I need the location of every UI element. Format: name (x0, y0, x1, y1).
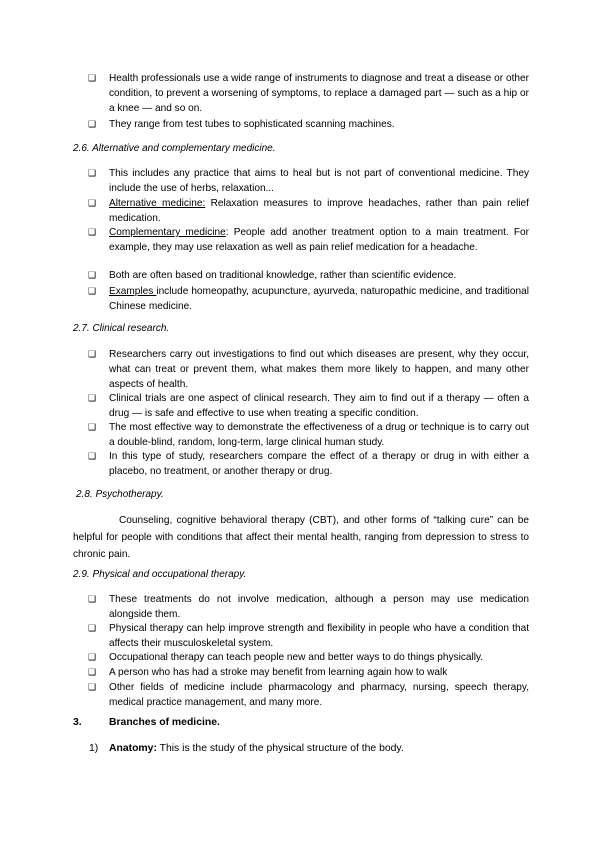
bullet-text: Researchers carry out investigations to find out which diseases are present, why they occur, what can treat or prevent them, what makes them more likely to happen, and many other aspects of health. (109, 349, 529, 391)
bullet-text: The most effective way to demonstrate the effectiveness of a drug or technique is to carry out a double-blind, random, long-term, large clinical human study. (109, 422, 529, 449)
checkbox-bullet-icon: ❑ (88, 198, 97, 208)
bullet-text: They range from test tubes to sophisticated scanning machines. (109, 119, 395, 130)
term-complementary-medicine: Complementary medicine (109, 227, 226, 238)
checkbox-bullet-icon: ❑ (88, 73, 97, 83)
bullet-text: : People add another treatment option to a main treatment. For example, they may use relaxation as well as pain relief medication for a headache. (109, 227, 530, 254)
checkbox-bullet-icon: ❑ (88, 652, 97, 662)
checkbox-bullet-icon: ❑ (88, 393, 97, 403)
section-number-3: 3. (73, 717, 82, 728)
checkbox-bullet-icon: ❑ (88, 168, 97, 178)
term-alternative-medicine: Alternative medicine: (109, 198, 206, 209)
checkbox-bullet-icon: ❑ (88, 667, 97, 677)
bullet-text: In this type of study, researchers compare the effect of a therapy or drug in with either a placebo, no treatment, or another therapy or drug. (109, 451, 529, 478)
term-examples: Examples (109, 286, 157, 297)
list-item (88, 665, 529, 680)
checkbox-bullet-icon: ❑ (88, 270, 97, 280)
list-item (88, 196, 529, 226)
bullet-text: A person who has had a stroke may benefit from learning again how to walk (109, 667, 448, 678)
list-item (88, 71, 529, 117)
list-item (88, 650, 529, 665)
list-item (88, 420, 529, 450)
list-item (88, 225, 529, 255)
numbered-item-number: 1) (89, 743, 99, 754)
list-item (88, 391, 529, 421)
list-item (88, 621, 529, 651)
list-item (88, 166, 529, 196)
section-heading-2-9: 2.9. Physical and occupational therapy. (73, 569, 247, 580)
bullet-text: Physical therapy can help improve strength and flexibility in people who have a condition that affects their musculoskeletal system. (109, 623, 529, 650)
list-item (88, 680, 529, 710)
section-heading-2-7: 2.7. Clinical research. (73, 323, 170, 334)
section-title-3: Branches of medicine. (109, 717, 220, 728)
bullet-text: These treatments do not involve medication, although a person may use medication alongside them. (109, 594, 529, 621)
bullet-text: Other fields of medicine include pharmacology and pharmacy, nursing, speech therapy, medical practice management, and many more. (109, 682, 529, 709)
bullet-text: Clinical trials are one aspect of clinical research. They aim to find out if a therapy — often a drug — is safe and effective to use when treating a specific condition. (109, 393, 529, 420)
bullet-text: Health professionals use a wide range of instruments to diagnose and treat a disease or other condition, to prevent a worsening of symptoms, to replace a damaged part — such as a hip or a knee — and so on. (109, 73, 529, 115)
checkbox-bullet-icon: ❑ (88, 119, 97, 129)
list-item (88, 284, 529, 314)
bullet-text: Occupational therapy can teach people new and better ways to do things physically. (109, 652, 484, 663)
checkbox-bullet-icon: ❑ (88, 422, 97, 432)
checkbox-bullet-icon: ❑ (88, 227, 97, 237)
checkbox-bullet-icon: ❑ (88, 682, 97, 692)
psychotherapy-paragraph: Counseling, cognitive behavioral therapy (CBT), and other forms of “talking cure” can be helpful for people with conditions that affect their mental health, ranging from depression to stress to chronic pain. (73, 515, 529, 560)
term-anatomy: Anatomy: (109, 743, 157, 754)
bullet-text: This includes any practice that aims to heal but is not part of conventional medicine. They include the use of herbs, relaxation... (109, 168, 529, 195)
list-item (88, 347, 529, 393)
item-text: This is the study of the physical structure of the body. (156, 743, 404, 754)
checkbox-bullet-icon: ❑ (88, 349, 97, 359)
bullet-text: Relaxation measures to improve headaches, rather than pain relief medication. (109, 198, 529, 225)
list-item (88, 592, 529, 622)
numbered-item (109, 743, 404, 754)
list-item (88, 449, 529, 479)
section-heading-2-6: 2.6. Alternative and complementary medicine. (73, 143, 276, 154)
list-item (88, 268, 529, 283)
section-heading-2-8: 2.8. Psychotherapy. (76, 489, 164, 500)
checkbox-bullet-icon: ❑ (88, 594, 97, 604)
bullet-text: include homeopathy, acupuncture, ayurveda, naturopathic medicine, and traditional Chinese medicine. (109, 286, 529, 313)
checkbox-bullet-icon: ❑ (88, 286, 97, 296)
checkbox-bullet-icon: ❑ (88, 623, 97, 633)
list-item (88, 117, 529, 132)
checkbox-bullet-icon: ❑ (88, 451, 97, 461)
bullet-text: Both are often based on traditional knowledge, rather than scientific evidence. (109, 270, 457, 281)
